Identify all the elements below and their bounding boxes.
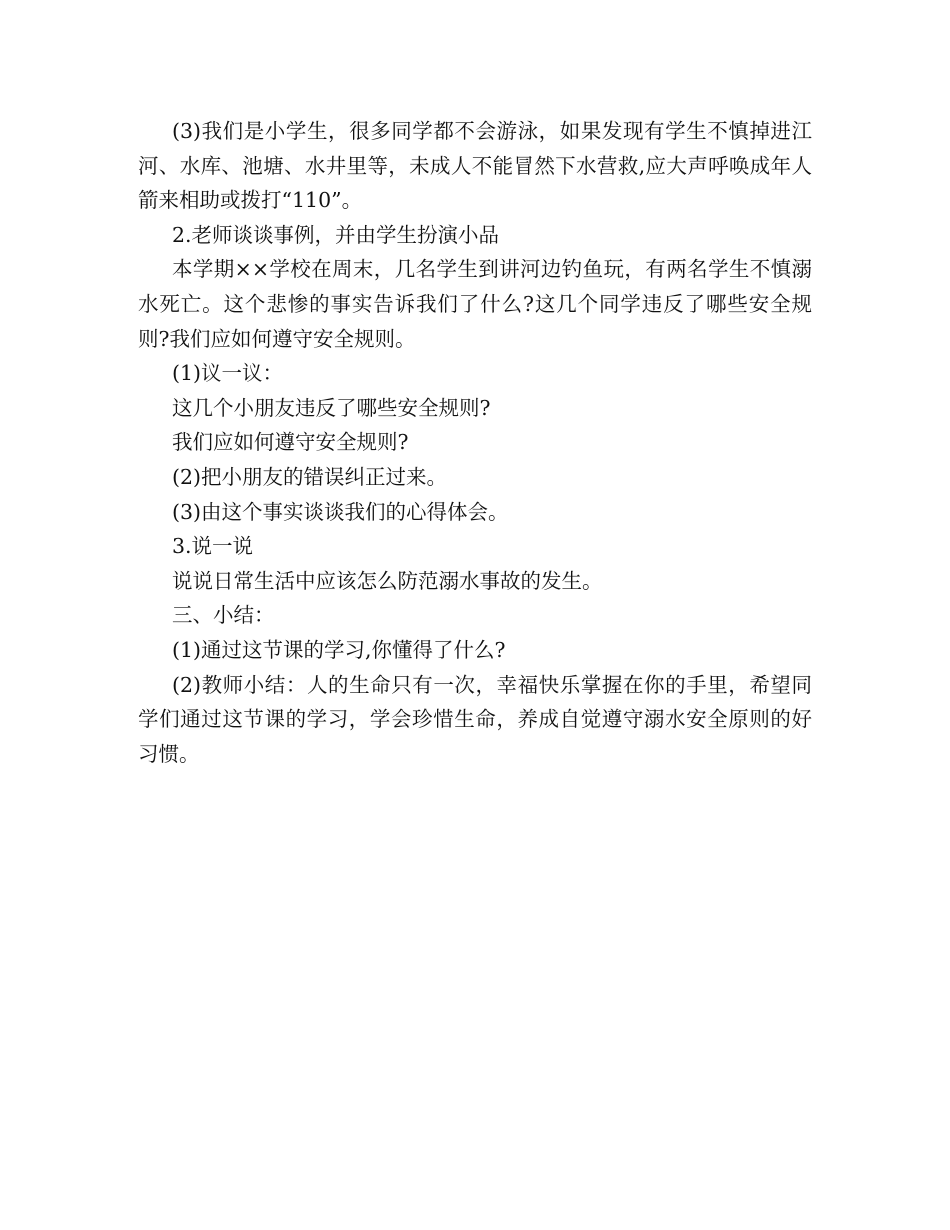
paragraph-teacher-summary: (2)教师小结：人的生命只有一次，幸福快乐掌握在你的手里，希望同学们通过这节课的学习，学会珍惜生命，养成自觉遵守溺水安全原则的好习惯。 <box>138 672 812 766</box>
paragraph-prevention: 说说日常生活中应该怎么防范溺水事故的发生。 <box>172 568 603 593</box>
paragraph-reflection: (3)由这个事实谈谈我们的心得体会。 <box>172 499 509 524</box>
paragraph-summary-heading: 三、小结： <box>172 603 275 628</box>
paragraph-case-story: 本学期××学校在周末，几名学生到讲河边钓鱼玩，有两名学生不慎溺水死亡。这个悲惨的事实告诉我们了什么?这几个同学违反了哪些安全规则?我们应如何遵守安全规则。 <box>138 257 812 351</box>
paragraph-correct-mistakes: (2)把小朋友的错误纠正过来。 <box>172 464 448 489</box>
paragraph-question-1: 这几个小朋友违反了哪些安全规则? <box>172 395 491 420</box>
document-body <box>138 114 812 771</box>
paragraph-section-2-heading: 2.老师谈谈事例，并由学生扮演小品 <box>172 222 500 247</box>
paragraph-section-3-heading: 3.说一说 <box>172 534 254 559</box>
paragraph-discuss-heading: (1)议一议： <box>172 361 284 386</box>
paragraph-rescue-advice: (3)我们是小学生，很多同学都不会游泳，如果发现有学生不慎掉进江河、水库、池塘、水井里等，未成人不能冒然下水营救,应大声呼唤成年人箭来相助或拨打“110”。 <box>138 119 812 213</box>
paragraph-summary-question: (1)通过这节课的学习,你懂得了什么? <box>172 637 506 662</box>
paragraph-question-2: 我们应如何遵守安全规则? <box>172 430 409 455</box>
